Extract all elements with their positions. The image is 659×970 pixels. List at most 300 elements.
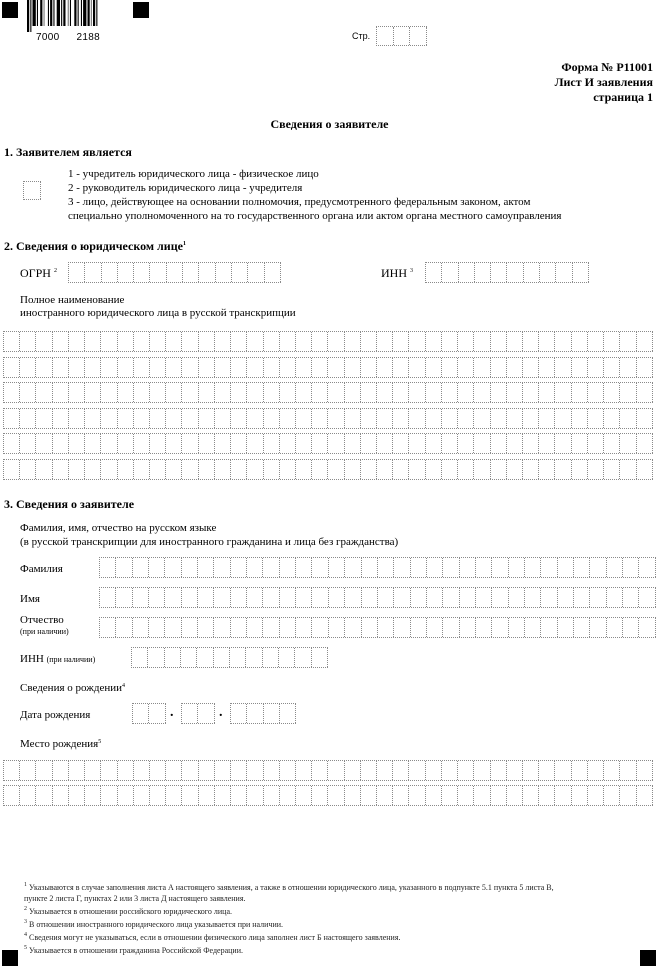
char-cell[interactable] bbox=[133, 618, 149, 637]
char-cell[interactable] bbox=[263, 558, 279, 577]
char-cell[interactable] bbox=[118, 263, 134, 282]
char-cell[interactable] bbox=[150, 434, 166, 453]
char-cell[interactable] bbox=[345, 434, 361, 453]
fullname-row[interactable] bbox=[3, 382, 653, 403]
char-cell[interactable] bbox=[539, 409, 555, 428]
char-cell[interactable] bbox=[118, 761, 134, 780]
char-cell[interactable] bbox=[573, 263, 589, 282]
char-cell[interactable] bbox=[476, 618, 492, 637]
char-cell[interactable] bbox=[361, 460, 377, 479]
char-cell[interactable] bbox=[620, 786, 636, 805]
char-cell[interactable] bbox=[182, 786, 198, 805]
char-cell[interactable] bbox=[118, 332, 134, 351]
char-cell[interactable] bbox=[427, 558, 443, 577]
char-cell[interactable] bbox=[362, 558, 378, 577]
char-cell[interactable] bbox=[24, 182, 41, 199]
char-cell[interactable] bbox=[216, 263, 232, 282]
char-cell[interactable] bbox=[264, 409, 280, 428]
char-cell[interactable] bbox=[539, 358, 555, 377]
char-cell[interactable] bbox=[491, 460, 507, 479]
char-cell[interactable] bbox=[69, 409, 85, 428]
char-cell[interactable] bbox=[492, 588, 508, 607]
char-cell[interactable] bbox=[442, 761, 458, 780]
char-cell[interactable] bbox=[426, 263, 442, 282]
char-cell[interactable] bbox=[394, 558, 410, 577]
char-cell[interactable] bbox=[491, 263, 507, 282]
char-cell[interactable] bbox=[637, 409, 653, 428]
char-cell[interactable] bbox=[410, 27, 427, 45]
char-cell[interactable] bbox=[377, 786, 393, 805]
char-cell[interactable] bbox=[53, 358, 69, 377]
char-cell[interactable] bbox=[442, 409, 458, 428]
char-cell[interactable] bbox=[507, 786, 523, 805]
char-cell[interactable] bbox=[247, 558, 263, 577]
char-cell[interactable] bbox=[312, 383, 328, 402]
char-cell[interactable] bbox=[182, 434, 198, 453]
char-cell[interactable] bbox=[507, 761, 523, 780]
char-cell[interactable] bbox=[134, 786, 150, 805]
char-cell[interactable] bbox=[247, 618, 263, 637]
char-cell[interactable] bbox=[572, 409, 588, 428]
char-cell[interactable] bbox=[264, 434, 280, 453]
char-cell[interactable] bbox=[69, 786, 85, 805]
char-cell[interactable] bbox=[101, 332, 117, 351]
char-cell[interactable] bbox=[458, 332, 474, 351]
char-cell[interactable] bbox=[199, 761, 215, 780]
char-cell[interactable] bbox=[639, 588, 655, 607]
char-cell[interactable] bbox=[53, 434, 69, 453]
char-cell[interactable] bbox=[393, 460, 409, 479]
char-cell[interactable] bbox=[280, 558, 296, 577]
char-cell[interactable] bbox=[393, 358, 409, 377]
char-cell[interactable] bbox=[279, 648, 295, 667]
char-cell[interactable] bbox=[199, 358, 215, 377]
char-cell[interactable] bbox=[525, 618, 541, 637]
char-cell[interactable] bbox=[588, 460, 604, 479]
char-cell[interactable] bbox=[296, 358, 312, 377]
char-cell[interactable] bbox=[507, 358, 523, 377]
char-cell[interactable] bbox=[4, 460, 20, 479]
char-cell[interactable] bbox=[620, 460, 636, 479]
char-cell[interactable] bbox=[100, 588, 116, 607]
char-cell[interactable] bbox=[377, 761, 393, 780]
char-cell[interactable] bbox=[85, 332, 101, 351]
char-cell[interactable] bbox=[523, 460, 539, 479]
char-cell[interactable] bbox=[345, 761, 361, 780]
char-cell[interactable] bbox=[637, 460, 653, 479]
char-cell[interactable] bbox=[182, 558, 198, 577]
char-cell[interactable] bbox=[296, 786, 312, 805]
char-cell[interactable] bbox=[101, 409, 117, 428]
char-cell[interactable] bbox=[53, 332, 69, 351]
char-cell[interactable] bbox=[36, 761, 52, 780]
char-cell[interactable] bbox=[101, 460, 117, 479]
char-cell[interactable] bbox=[525, 558, 541, 577]
char-cell[interactable] bbox=[101, 358, 117, 377]
char-cell[interactable] bbox=[378, 558, 394, 577]
ogrn-input[interactable] bbox=[68, 262, 281, 283]
char-cell[interactable] bbox=[85, 409, 101, 428]
char-cell[interactable] bbox=[604, 332, 620, 351]
char-cell[interactable] bbox=[36, 409, 52, 428]
char-cell[interactable] bbox=[215, 358, 231, 377]
char-cell[interactable] bbox=[4, 383, 20, 402]
char-cell[interactable] bbox=[378, 618, 394, 637]
char-cell[interactable] bbox=[393, 409, 409, 428]
char-cell[interactable] bbox=[604, 761, 620, 780]
char-cell[interactable] bbox=[312, 648, 328, 667]
char-cell[interactable] bbox=[150, 263, 166, 282]
char-cell[interactable] bbox=[558, 588, 574, 607]
char-cell[interactable] bbox=[20, 358, 36, 377]
char-cell[interactable] bbox=[475, 263, 491, 282]
char-cell[interactable] bbox=[361, 761, 377, 780]
char-cell[interactable] bbox=[231, 409, 247, 428]
char-cell[interactable] bbox=[394, 588, 410, 607]
char-cell[interactable] bbox=[491, 786, 507, 805]
char-cell[interactable] bbox=[263, 648, 279, 667]
char-cell[interactable] bbox=[182, 761, 198, 780]
char-cell[interactable] bbox=[361, 434, 377, 453]
char-cell[interactable] bbox=[345, 332, 361, 351]
char-cell[interactable] bbox=[491, 358, 507, 377]
char-cell[interactable] bbox=[312, 358, 328, 377]
char-cell[interactable] bbox=[36, 332, 52, 351]
char-cell[interactable] bbox=[182, 704, 198, 723]
char-cell[interactable] bbox=[492, 558, 508, 577]
char-cell[interactable] bbox=[474, 434, 490, 453]
char-cell[interactable] bbox=[248, 263, 264, 282]
char-cell[interactable] bbox=[214, 558, 230, 577]
char-cell[interactable] bbox=[427, 588, 443, 607]
char-cell[interactable] bbox=[264, 704, 280, 723]
char-cell[interactable] bbox=[149, 588, 165, 607]
char-cell[interactable] bbox=[134, 358, 150, 377]
char-cell[interactable] bbox=[247, 460, 263, 479]
char-cell[interactable] bbox=[426, 434, 442, 453]
char-cell[interactable] bbox=[20, 761, 36, 780]
char-cell[interactable] bbox=[620, 383, 636, 402]
char-cell[interactable] bbox=[637, 434, 653, 453]
char-cell[interactable] bbox=[523, 409, 539, 428]
char-cell[interactable] bbox=[541, 618, 557, 637]
char-cell[interactable] bbox=[231, 618, 247, 637]
char-cell[interactable] bbox=[442, 263, 458, 282]
char-cell[interactable] bbox=[198, 618, 214, 637]
char-cell[interactable] bbox=[247, 332, 263, 351]
char-cell[interactable] bbox=[604, 460, 620, 479]
char-cell[interactable] bbox=[458, 409, 474, 428]
char-cell[interactable] bbox=[509, 558, 525, 577]
char-cell[interactable] bbox=[215, 434, 231, 453]
char-cell[interactable] bbox=[588, 786, 604, 805]
char-cell[interactable] bbox=[572, 383, 588, 402]
person-inn-input[interactable] bbox=[131, 647, 328, 668]
char-cell[interactable] bbox=[443, 558, 459, 577]
char-cell[interactable] bbox=[215, 409, 231, 428]
char-cell[interactable] bbox=[541, 588, 557, 607]
char-cell[interactable] bbox=[214, 618, 230, 637]
char-cell[interactable] bbox=[474, 761, 490, 780]
char-cell[interactable] bbox=[53, 460, 69, 479]
char-cell[interactable] bbox=[264, 460, 280, 479]
char-cell[interactable] bbox=[377, 383, 393, 402]
char-cell[interactable] bbox=[231, 761, 247, 780]
char-cell[interactable] bbox=[231, 332, 247, 351]
fullname-row[interactable] bbox=[3, 357, 653, 378]
char-cell[interactable] bbox=[20, 383, 36, 402]
char-cell[interactable] bbox=[409, 761, 425, 780]
char-cell[interactable] bbox=[539, 434, 555, 453]
char-cell[interactable] bbox=[166, 383, 182, 402]
char-cell[interactable] bbox=[296, 618, 312, 637]
patronymic-input[interactable] bbox=[99, 617, 656, 638]
char-cell[interactable] bbox=[198, 558, 214, 577]
char-cell[interactable] bbox=[85, 383, 101, 402]
char-cell[interactable] bbox=[524, 263, 540, 282]
char-cell[interactable] bbox=[572, 332, 588, 351]
char-cell[interactable] bbox=[165, 558, 181, 577]
char-cell[interactable] bbox=[69, 332, 85, 351]
char-cell[interactable] bbox=[312, 618, 328, 637]
char-cell[interactable] bbox=[409, 786, 425, 805]
birth-month-input[interactable] bbox=[181, 703, 215, 724]
char-cell[interactable] bbox=[247, 383, 263, 402]
char-cell[interactable] bbox=[215, 761, 231, 780]
char-cell[interactable] bbox=[215, 460, 231, 479]
char-cell[interactable] bbox=[134, 434, 150, 453]
char-cell[interactable] bbox=[231, 704, 247, 723]
char-cell[interactable] bbox=[296, 761, 312, 780]
char-cell[interactable] bbox=[574, 558, 590, 577]
char-cell[interactable] bbox=[231, 786, 247, 805]
char-cell[interactable] bbox=[296, 434, 312, 453]
char-cell[interactable] bbox=[69, 358, 85, 377]
birth-year-input[interactable] bbox=[230, 703, 296, 724]
char-cell[interactable] bbox=[476, 588, 492, 607]
char-cell[interactable] bbox=[409, 434, 425, 453]
char-cell[interactable] bbox=[149, 618, 165, 637]
char-cell[interactable] bbox=[230, 648, 246, 667]
char-cell[interactable] bbox=[539, 460, 555, 479]
char-cell[interactable] bbox=[328, 332, 344, 351]
char-cell[interactable] bbox=[523, 761, 539, 780]
char-cell[interactable] bbox=[474, 383, 490, 402]
char-cell[interactable] bbox=[166, 786, 182, 805]
char-cell[interactable] bbox=[101, 761, 117, 780]
char-cell[interactable] bbox=[328, 358, 344, 377]
char-cell[interactable] bbox=[183, 263, 199, 282]
char-cell[interactable] bbox=[507, 409, 523, 428]
char-cell[interactable] bbox=[231, 588, 247, 607]
char-cell[interactable] bbox=[604, 358, 620, 377]
char-cell[interactable] bbox=[509, 618, 525, 637]
char-cell[interactable] bbox=[460, 618, 476, 637]
char-cell[interactable] bbox=[198, 588, 214, 607]
char-cell[interactable] bbox=[588, 409, 604, 428]
char-cell[interactable] bbox=[474, 460, 490, 479]
char-cell[interactable] bbox=[199, 786, 215, 805]
char-cell[interactable] bbox=[393, 383, 409, 402]
char-cell[interactable] bbox=[377, 460, 393, 479]
char-cell[interactable] bbox=[377, 358, 393, 377]
char-cell[interactable] bbox=[182, 618, 198, 637]
char-cell[interactable] bbox=[150, 761, 166, 780]
char-cell[interactable] bbox=[507, 263, 523, 282]
char-cell[interactable] bbox=[329, 588, 345, 607]
char-cell[interactable] bbox=[4, 409, 20, 428]
char-cell[interactable] bbox=[197, 648, 213, 667]
char-cell[interactable] bbox=[4, 332, 20, 351]
surname-input[interactable] bbox=[99, 557, 656, 578]
char-cell[interactable] bbox=[328, 761, 344, 780]
char-cell[interactable] bbox=[604, 786, 620, 805]
char-cell[interactable] bbox=[604, 409, 620, 428]
char-cell[interactable] bbox=[20, 460, 36, 479]
char-cell[interactable] bbox=[296, 460, 312, 479]
char-cell[interactable] bbox=[296, 588, 312, 607]
char-cell[interactable] bbox=[620, 332, 636, 351]
char-cell[interactable] bbox=[247, 704, 263, 723]
char-cell[interactable] bbox=[394, 27, 411, 45]
char-cell[interactable] bbox=[590, 558, 606, 577]
char-cell[interactable] bbox=[426, 761, 442, 780]
char-cell[interactable] bbox=[312, 558, 328, 577]
char-cell[interactable] bbox=[4, 434, 20, 453]
char-cell[interactable] bbox=[539, 786, 555, 805]
applicant-type-input[interactable] bbox=[23, 181, 41, 200]
char-cell[interactable] bbox=[247, 358, 263, 377]
char-cell[interactable] bbox=[199, 460, 215, 479]
char-cell[interactable] bbox=[264, 332, 280, 351]
char-cell[interactable] bbox=[329, 558, 345, 577]
char-cell[interactable] bbox=[637, 786, 653, 805]
char-cell[interactable] bbox=[36, 460, 52, 479]
char-cell[interactable] bbox=[523, 358, 539, 377]
char-cell[interactable] bbox=[474, 358, 490, 377]
char-cell[interactable] bbox=[312, 588, 328, 607]
char-cell[interactable] bbox=[118, 460, 134, 479]
char-cell[interactable] bbox=[148, 648, 164, 667]
char-cell[interactable] bbox=[555, 358, 571, 377]
char-cell[interactable] bbox=[555, 383, 571, 402]
char-cell[interactable] bbox=[101, 786, 117, 805]
inn-input[interactable] bbox=[425, 262, 589, 283]
char-cell[interactable] bbox=[198, 704, 214, 723]
char-cell[interactable] bbox=[199, 332, 215, 351]
char-cell[interactable] bbox=[132, 648, 148, 667]
char-cell[interactable] bbox=[85, 358, 101, 377]
char-cell[interactable] bbox=[36, 358, 52, 377]
char-cell[interactable] bbox=[491, 434, 507, 453]
char-cell[interactable] bbox=[133, 588, 149, 607]
char-cell[interactable] bbox=[182, 383, 198, 402]
char-cell[interactable] bbox=[541, 558, 557, 577]
char-cell[interactable] bbox=[572, 358, 588, 377]
char-cell[interactable] bbox=[328, 786, 344, 805]
char-cell[interactable] bbox=[361, 358, 377, 377]
birth-place-row[interactable] bbox=[3, 785, 653, 806]
char-cell[interactable] bbox=[604, 434, 620, 453]
char-cell[interactable] bbox=[116, 618, 132, 637]
char-cell[interactable] bbox=[166, 460, 182, 479]
char-cell[interactable] bbox=[166, 332, 182, 351]
char-cell[interactable] bbox=[443, 618, 459, 637]
char-cell[interactable] bbox=[509, 588, 525, 607]
char-cell[interactable] bbox=[620, 434, 636, 453]
char-cell[interactable] bbox=[539, 383, 555, 402]
char-cell[interactable] bbox=[100, 558, 116, 577]
char-cell[interactable] bbox=[150, 383, 166, 402]
char-cell[interactable] bbox=[572, 460, 588, 479]
char-cell[interactable] bbox=[474, 409, 490, 428]
char-cell[interactable] bbox=[199, 383, 215, 402]
char-cell[interactable] bbox=[607, 588, 623, 607]
char-cell[interactable] bbox=[411, 558, 427, 577]
char-cell[interactable] bbox=[69, 460, 85, 479]
char-cell[interactable] bbox=[215, 383, 231, 402]
char-cell[interactable] bbox=[182, 409, 198, 428]
char-cell[interactable] bbox=[574, 588, 590, 607]
char-cell[interactable] bbox=[539, 332, 555, 351]
char-cell[interactable] bbox=[393, 786, 409, 805]
char-cell[interactable] bbox=[182, 358, 198, 377]
char-cell[interactable] bbox=[426, 332, 442, 351]
char-cell[interactable] bbox=[134, 383, 150, 402]
char-cell[interactable] bbox=[118, 358, 134, 377]
char-cell[interactable] bbox=[345, 409, 361, 428]
char-cell[interactable] bbox=[555, 786, 571, 805]
char-cell[interactable] bbox=[507, 460, 523, 479]
char-cell[interactable] bbox=[329, 618, 345, 637]
char-cell[interactable] bbox=[555, 434, 571, 453]
char-cell[interactable] bbox=[328, 409, 344, 428]
char-cell[interactable] bbox=[231, 434, 247, 453]
char-cell[interactable] bbox=[296, 558, 312, 577]
char-cell[interactable] bbox=[525, 588, 541, 607]
char-cell[interactable] bbox=[491, 383, 507, 402]
char-cell[interactable] bbox=[4, 786, 20, 805]
char-cell[interactable] bbox=[460, 558, 476, 577]
char-cell[interactable] bbox=[540, 263, 556, 282]
char-cell[interactable] bbox=[101, 434, 117, 453]
char-cell[interactable] bbox=[637, 383, 653, 402]
char-cell[interactable] bbox=[264, 786, 280, 805]
char-cell[interactable] bbox=[280, 761, 296, 780]
char-cell[interactable] bbox=[507, 383, 523, 402]
fullname-row[interactable] bbox=[3, 433, 653, 454]
char-cell[interactable] bbox=[623, 618, 639, 637]
char-cell[interactable] bbox=[361, 409, 377, 428]
char-cell[interactable] bbox=[199, 434, 215, 453]
char-cell[interactable] bbox=[280, 618, 296, 637]
char-cell[interactable] bbox=[474, 786, 490, 805]
char-cell[interactable] bbox=[393, 434, 409, 453]
char-cell[interactable] bbox=[312, 409, 328, 428]
char-cell[interactable] bbox=[296, 409, 312, 428]
char-cell[interactable] bbox=[442, 786, 458, 805]
char-cell[interactable] bbox=[620, 358, 636, 377]
char-cell[interactable] bbox=[637, 332, 653, 351]
char-cell[interactable] bbox=[459, 263, 475, 282]
char-cell[interactable] bbox=[100, 618, 116, 637]
char-cell[interactable] bbox=[345, 558, 361, 577]
char-cell[interactable] bbox=[53, 761, 69, 780]
char-cell[interactable] bbox=[312, 434, 328, 453]
char-cell[interactable] bbox=[264, 383, 280, 402]
char-cell[interactable] bbox=[232, 263, 248, 282]
char-cell[interactable] bbox=[280, 786, 296, 805]
